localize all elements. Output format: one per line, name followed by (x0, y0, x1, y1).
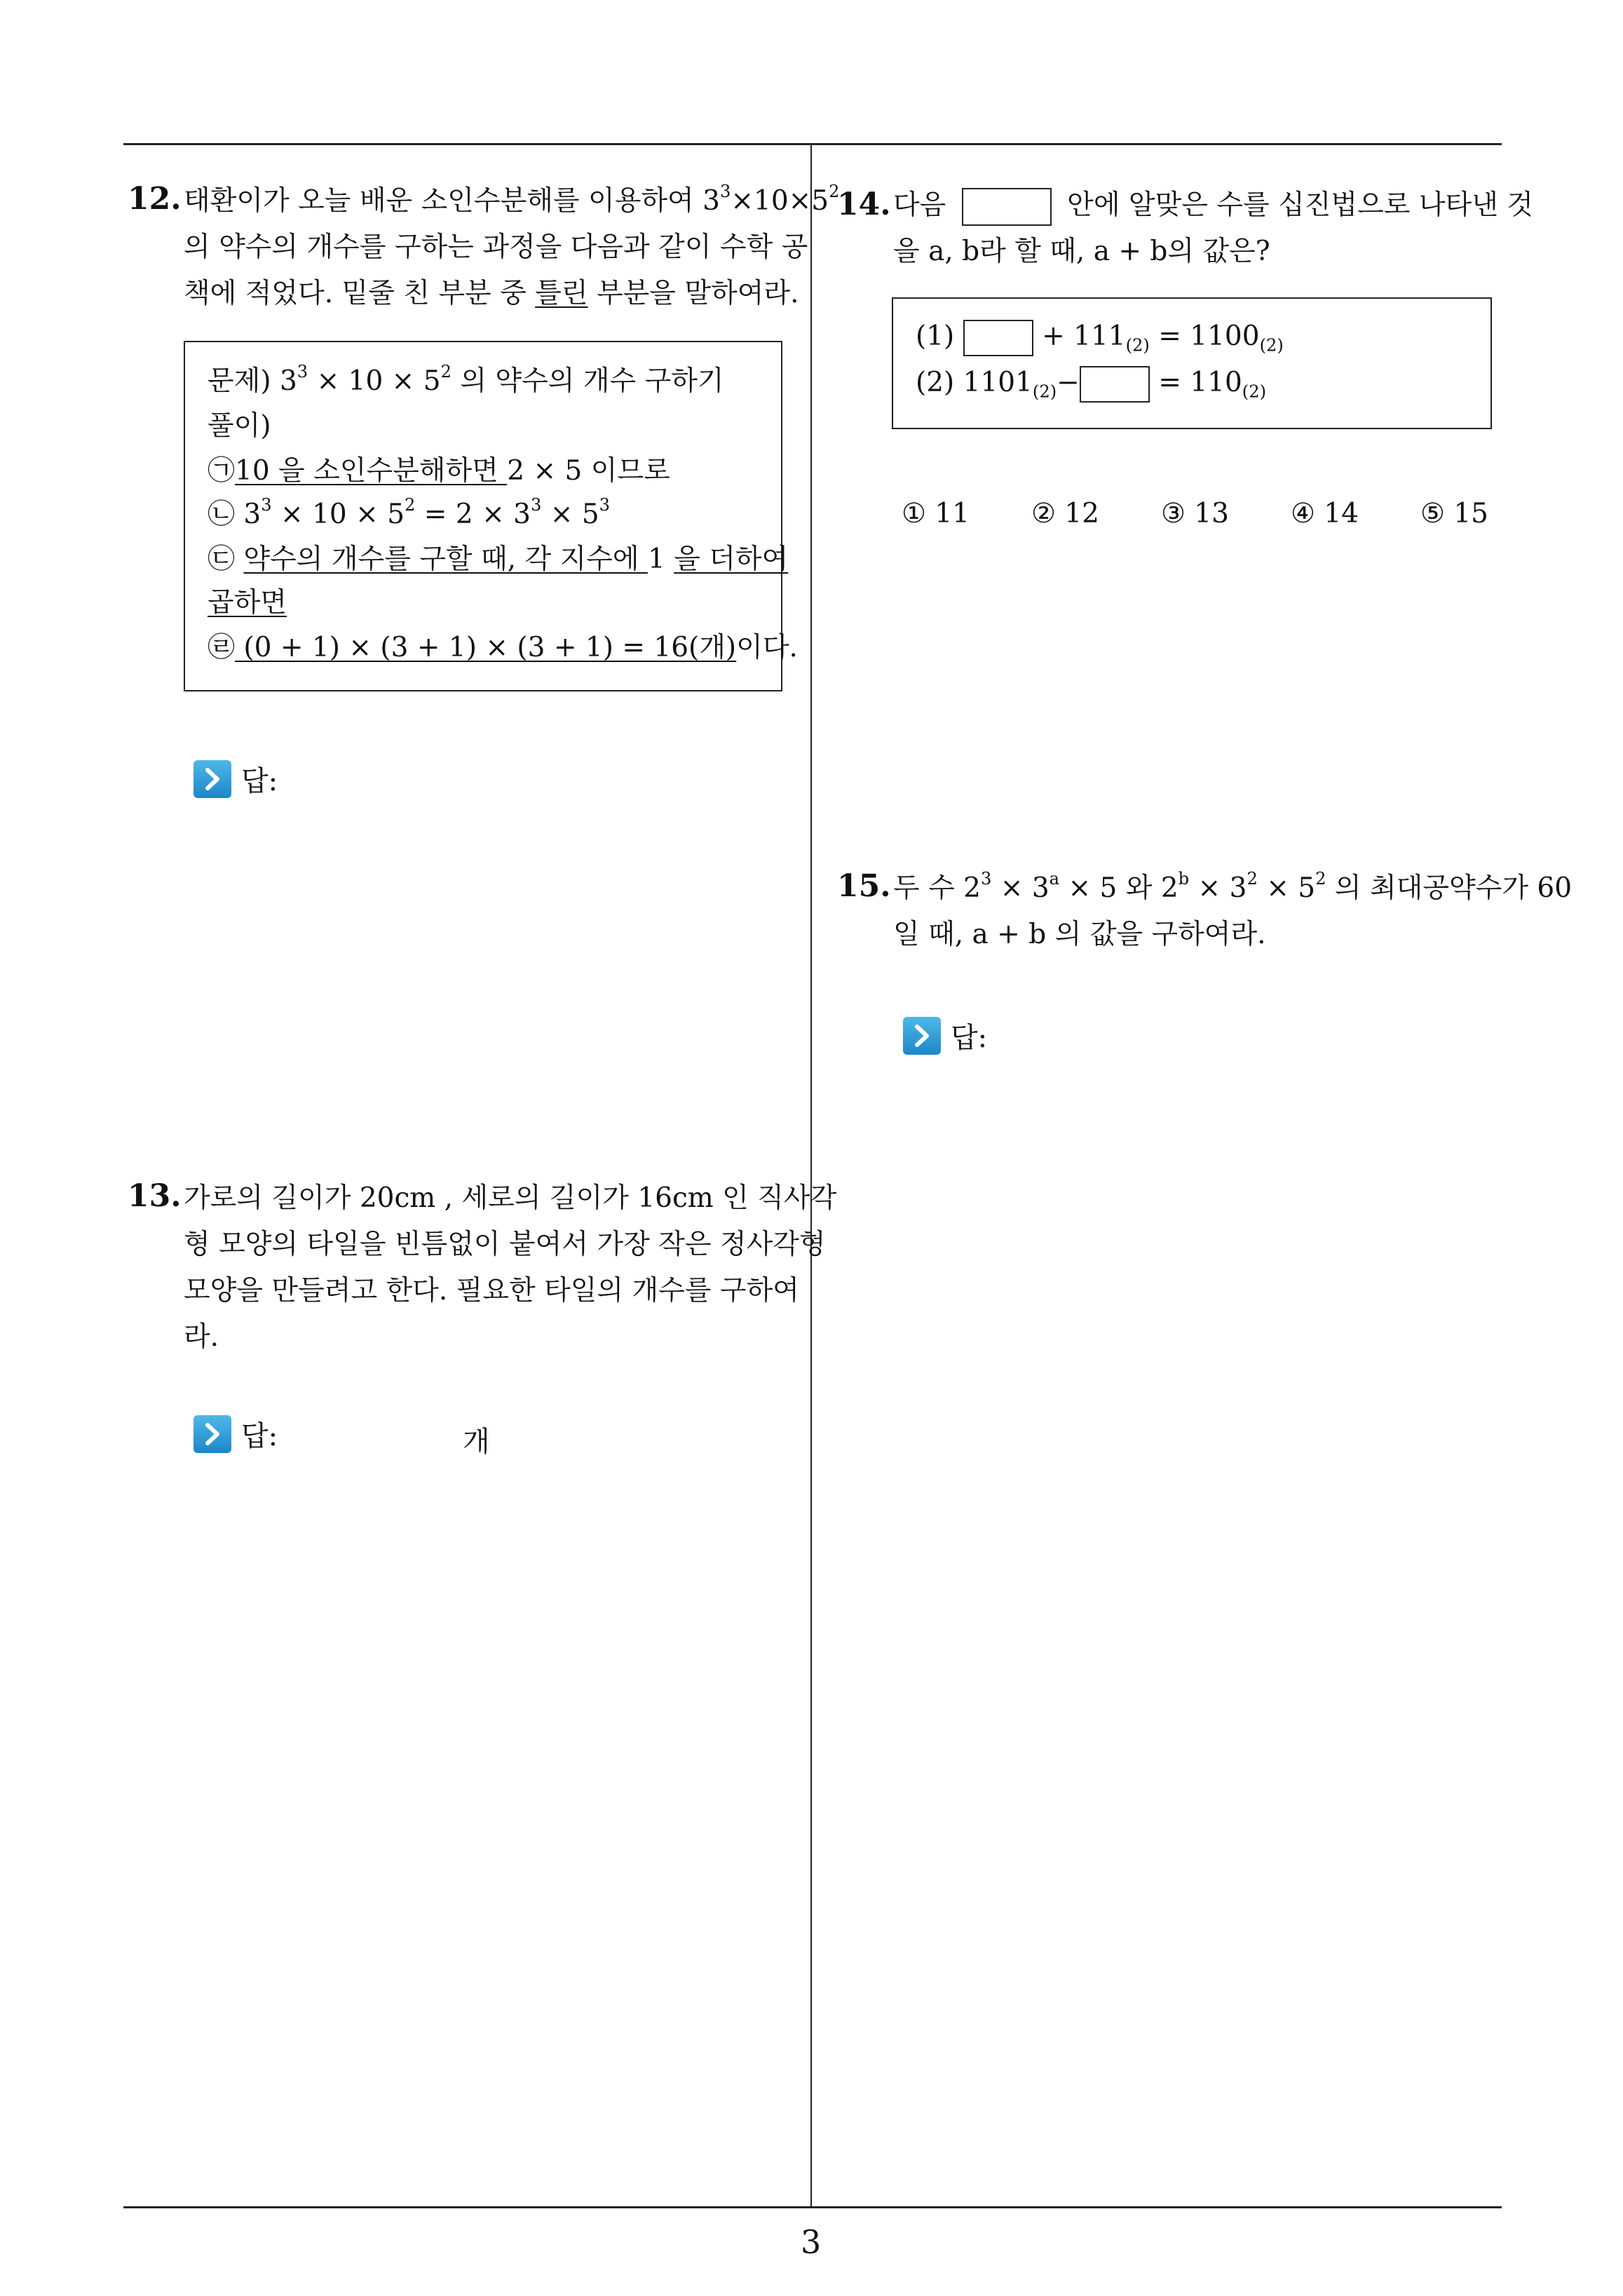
blank-box (962, 188, 1052, 226)
question-line: 일 때, a + b 의 값을 구하여라. (893, 919, 1266, 950)
chevron-right-icon (193, 760, 231, 798)
question-line: 태환이가 오늘 배운 소인수분해를 이용하여 $3^3\times 10\times 5^2$ (184, 181, 840, 217)
chevron-right-icon (903, 1017, 941, 1055)
question-line: 을 a, b라 할 때, a + b의 값은? (893, 236, 1270, 267)
choice-4[interactable]: ④ 14 (1291, 498, 1359, 529)
question-number: 12. (128, 181, 182, 217)
question-line: 다음 안에 알맞은 수를 십진법으로 나타낸 것 (893, 182, 1533, 229)
question-number: 13. (128, 1178, 182, 1214)
solution-box (184, 341, 798, 691)
choice-1[interactable]: ① 11 (902, 498, 970, 529)
choice-3[interactable]: ③ 13 (1161, 498, 1229, 529)
question-line: 모양을 만들려고 한다. 필요한 타일의 개수를 구하여 (184, 1275, 799, 1306)
answer-label: 답: (951, 1022, 988, 1054)
question-line: 라. (184, 1321, 219, 1353)
question-line: 의 약수의 개수를 구하는 과정을 다음과 같이 수학 공 (184, 231, 808, 263)
box-line: ㉣ (0 + 1) × (3 + 1) × (3 + 1) = 16(개)이다. (208, 632, 798, 663)
question-line: 책에 적었다. 밑줄 친 부분 중 틀린 부분을 말하여라. (184, 278, 799, 309)
answer-label: 답: (241, 765, 278, 797)
box-line: 문제) $3^3 \times 10 \times 5^2$ 의 약수의 개수 구하기 (208, 361, 724, 397)
box-line: ㉡ $3^3 \times 10 \times 5^2 = 2 \times 3^3 \times 5^3$ (208, 494, 611, 530)
choice-5[interactable]: ⑤ 15 (1420, 498, 1488, 529)
bottom-rule (123, 2206, 1502, 2208)
top-rule (123, 143, 1502, 145)
box-line: (2) $1101_{(2)}- = 110_{(2)}$ (916, 367, 1267, 402)
blank-box (1080, 366, 1150, 403)
question-number: 15. (837, 868, 891, 904)
question-number: 14. (837, 187, 891, 222)
answer-label: 답: (241, 1420, 278, 1452)
answer-unit: 개 (463, 1426, 490, 1458)
box-line: 곱하면 (208, 587, 287, 619)
answer-area[interactable] (193, 759, 278, 799)
answer-choices (902, 498, 1550, 529)
problem-box (892, 297, 1492, 429)
page-number: 3 (801, 2223, 822, 2261)
question-line: 두 수 $2^3 \times 3^a \times 5$ 와 $2^b \times 3^2 \times 5^2$ 의 최대공약수가 60 (893, 868, 1573, 904)
answer-area[interactable] (193, 1414, 278, 1454)
question-line: 형 모양의 타일을 빈틈없이 붙여서 가장 작은 정사각형 (184, 1229, 826, 1260)
question-text (184, 178, 840, 317)
box-line: ㉠10 을 소인수분해하면 2 × 5 이므로 (208, 455, 670, 487)
box-line: ㉢ 약수의 개수를 구할 때, 각 지수에 1 을 더하여 (208, 543, 789, 575)
box-line: 풀이) (208, 410, 271, 442)
answer-area[interactable] (903, 1015, 987, 1055)
blank-box (963, 320, 1033, 356)
question-line: 가로의 길이가 20cm , 세로의 길이가 16cm 인 직사각 (184, 1182, 837, 1214)
question-text (184, 1175, 836, 1360)
choice-2[interactable]: ② 12 (1031, 498, 1099, 529)
question-text (893, 865, 1572, 958)
question-text (893, 182, 1533, 275)
chevron-right-icon (193, 1415, 231, 1453)
box-line: $(1) + 111_{(2)} = 1100_{(2)}$ (916, 320, 1284, 356)
